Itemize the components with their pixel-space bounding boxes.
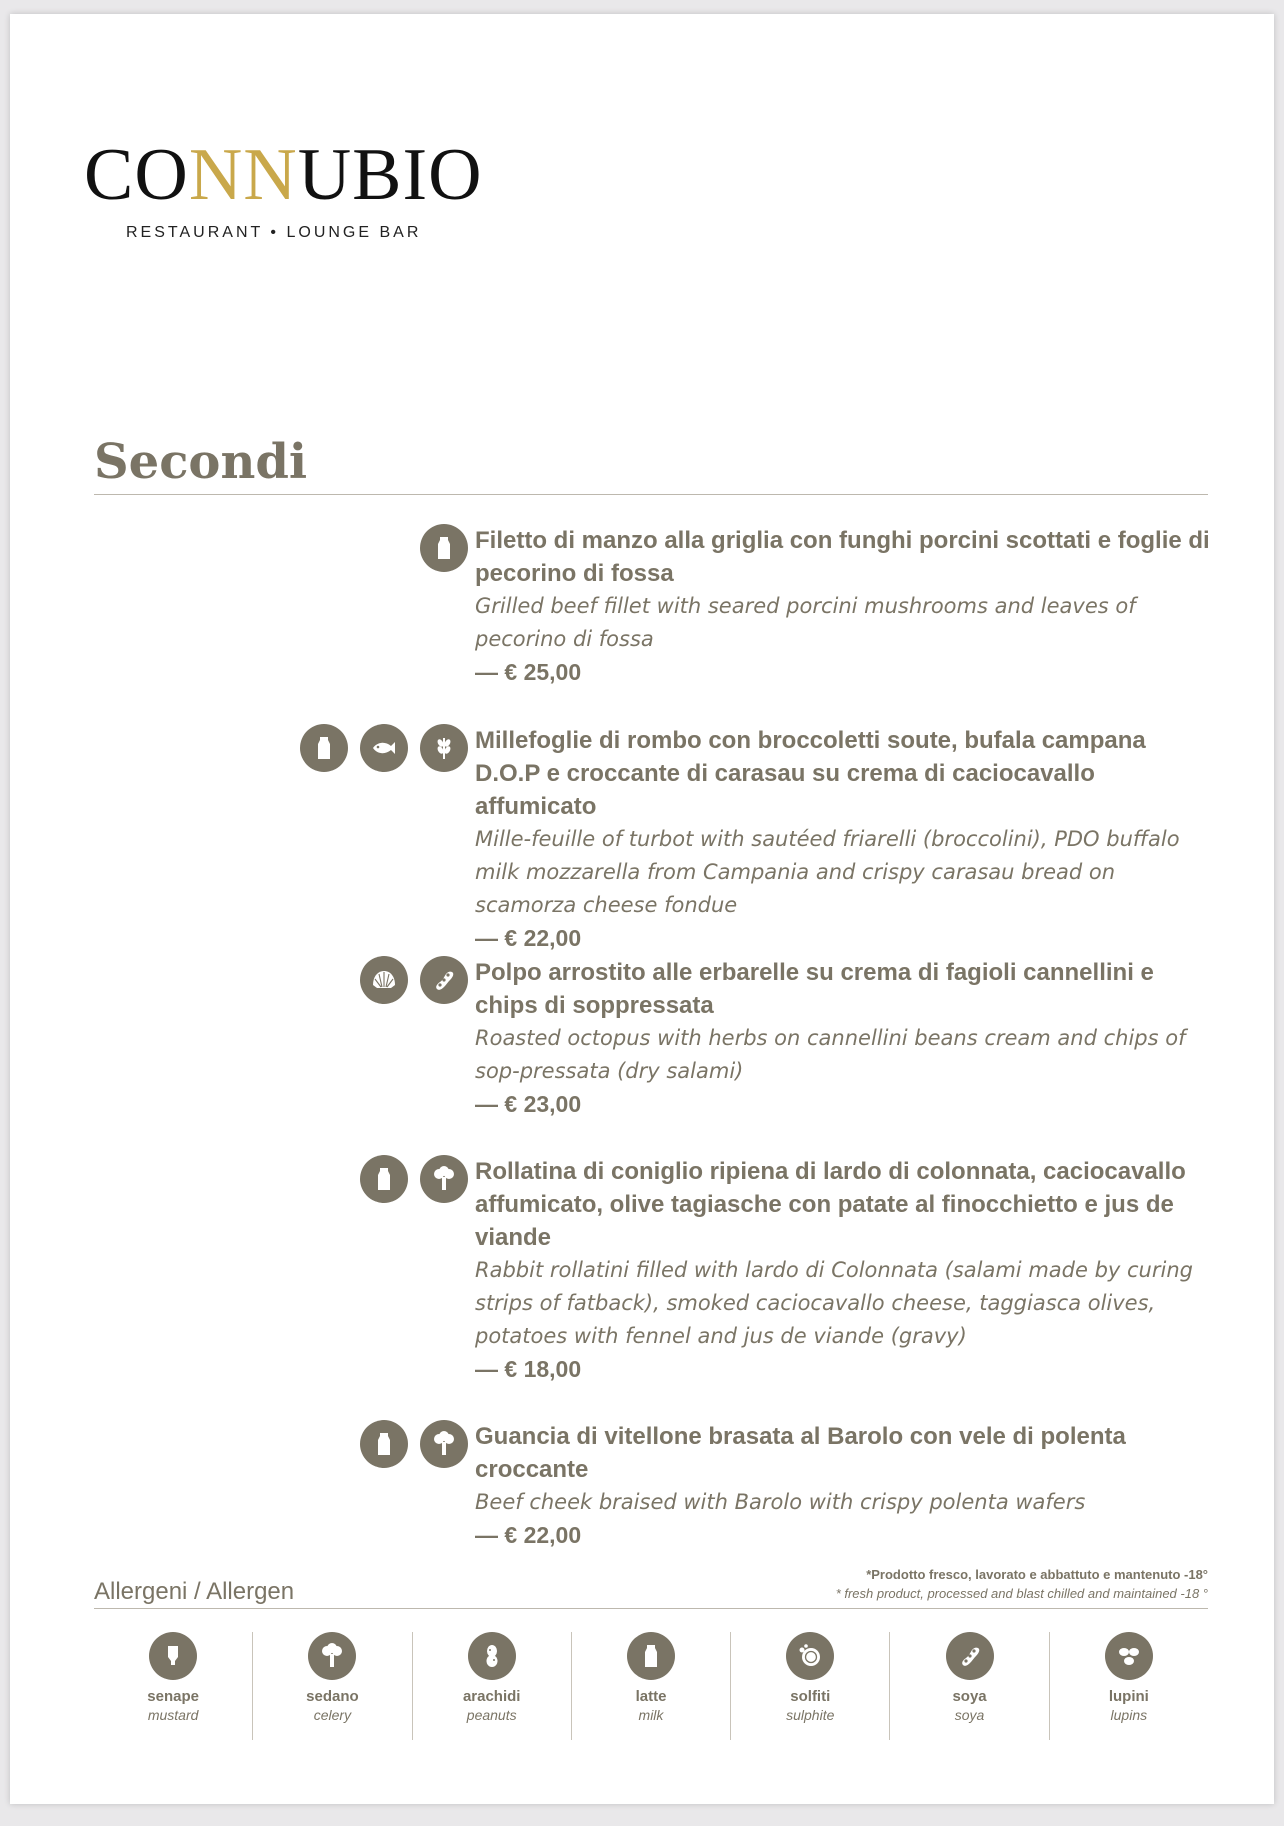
allergen-label-en: lupins (1110, 1707, 1148, 1723)
allergen-label-it: latte (635, 1688, 667, 1705)
dish-name-en: Rabbit rollatini filled with lardo di Colonnata (salami made by curing strips of fatback), smoked caciocavallo cheese, taggiasca olives, potatoes with fennel and jus de viande (gravy) (475, 1258, 1193, 1348)
dish-allergen-icons (360, 1420, 468, 1468)
allergen-milk (571, 1632, 730, 1740)
allergens-divider (94, 1608, 1208, 1609)
allergen-lupins (1049, 1632, 1208, 1740)
allergen-label-en: mustard (147, 1707, 199, 1723)
allergen-label-en: milk (638, 1707, 664, 1723)
lupin-icon (1105, 1632, 1153, 1680)
sulphite-icon (786, 1632, 834, 1680)
dish-price: — € 22,00 (475, 925, 582, 951)
soya-icon (420, 956, 468, 1004)
celery-icon (420, 1420, 468, 1468)
allergen-label-it: sedano (306, 1688, 359, 1705)
soya-icon (946, 1632, 994, 1680)
celery-icon (308, 1632, 356, 1680)
dish-name-en: Grilled beef fillet with seared porcini mushrooms and leaves of pecorino di fossa (475, 594, 1136, 651)
allergens-title: Allergeni / Allergen (94, 1578, 295, 1605)
milk-icon (300, 724, 348, 772)
allergen-celery (252, 1632, 411, 1740)
allergen-legend (94, 1632, 1208, 1740)
allergen-label-it: lupini (1108, 1688, 1149, 1705)
allergen-label-en: peanuts (466, 1707, 517, 1723)
dish-name-en: Mille-feuille of turbot with sautéed friarelli (broccolini), PDO buffalo milk mozzarella from Campania and crispy carasau bread on scamorza cheese fondue (475, 827, 1180, 917)
dish-allergen-icons (360, 956, 468, 1004)
menu-page (10, 14, 1274, 1804)
dish-allergen-icons (420, 524, 468, 572)
logo-subtitle: RESTAURANT • LOUNGE BAR (126, 224, 422, 241)
dish-allergen-icons (360, 1155, 468, 1203)
wheat-icon (420, 724, 468, 772)
fresh-product-note-en: * fresh product, processed and blast chilled and maintained -18 ° (835, 1586, 1208, 1601)
allergen-label-it: soya (952, 1688, 987, 1705)
dish-name-en: Beef cheek braised with Barolo with crispy polenta wafers (475, 1490, 1086, 1514)
dish-price: — € 18,00 (475, 1356, 582, 1382)
section-title: Secondi (94, 434, 308, 490)
dish-price: — € 25,00 (475, 659, 582, 685)
dish-price: — € 22,00 (475, 1522, 582, 1548)
allergen-soya (889, 1632, 1048, 1740)
allergen-peanuts (412, 1632, 571, 1740)
allergen-sulphite (730, 1632, 889, 1740)
milk-icon (627, 1632, 675, 1680)
dish-name-it: Polpo arrostito alle erbarelle su crema di fagioli cannellini e chips di soppressata (475, 959, 1154, 1019)
logo (84, 134, 483, 242)
allergen-label-it: solfiti (790, 1688, 831, 1705)
allergen-label-it: senape (147, 1688, 199, 1705)
milk-icon (360, 1420, 408, 1468)
dish-allergen-icons (300, 724, 468, 772)
allergen-label-en: soya (954, 1707, 985, 1723)
allergen-label-en: sulphite (786, 1707, 835, 1723)
dish-name-it: Filetto di manzo alla griglia con funghi porcini scottati e foglie di pecorino di fossa (475, 527, 1210, 587)
fresh-product-note-it: *Prodotto fresco, lavorato e abbattuto e mantenuto -18° (866, 1567, 1208, 1582)
milk-icon (360, 1155, 408, 1203)
dish-name-it: Guancia di vitellone brasata al Barolo con vele di polenta croccante (475, 1423, 1126, 1483)
dish-name-it: Rollatina di coniglio ripiena di lardo di colonnata, caciocavallo affumicato, olive tagiasche con patate al finocchietto e jus de viande (475, 1158, 1186, 1251)
allergen-label-en: celery (313, 1707, 352, 1723)
section-divider (94, 494, 1208, 495)
dish-name-en: Roasted octopus with herbs on cannellini beans cream and chips of sop-pressata (dry salami) (475, 1026, 1186, 1083)
mustard-icon (149, 1632, 197, 1680)
peanut-icon (468, 1632, 516, 1680)
allergen-mustard (94, 1632, 252, 1740)
logo-wordmark: CONNUBIO (84, 134, 483, 216)
celery-icon (420, 1155, 468, 1203)
milk-icon (420, 524, 468, 572)
dish-price: — € 23,00 (475, 1091, 582, 1117)
dish-name-it: Millefoglie di rombo con broccoletti soute, bufala campana D.O.P e croccante di carasau su crema di caciocavallo affumicato (475, 727, 1146, 820)
fish-icon (360, 724, 408, 772)
allergen-label-it: arachidi (462, 1688, 521, 1705)
shell-icon (360, 956, 408, 1004)
